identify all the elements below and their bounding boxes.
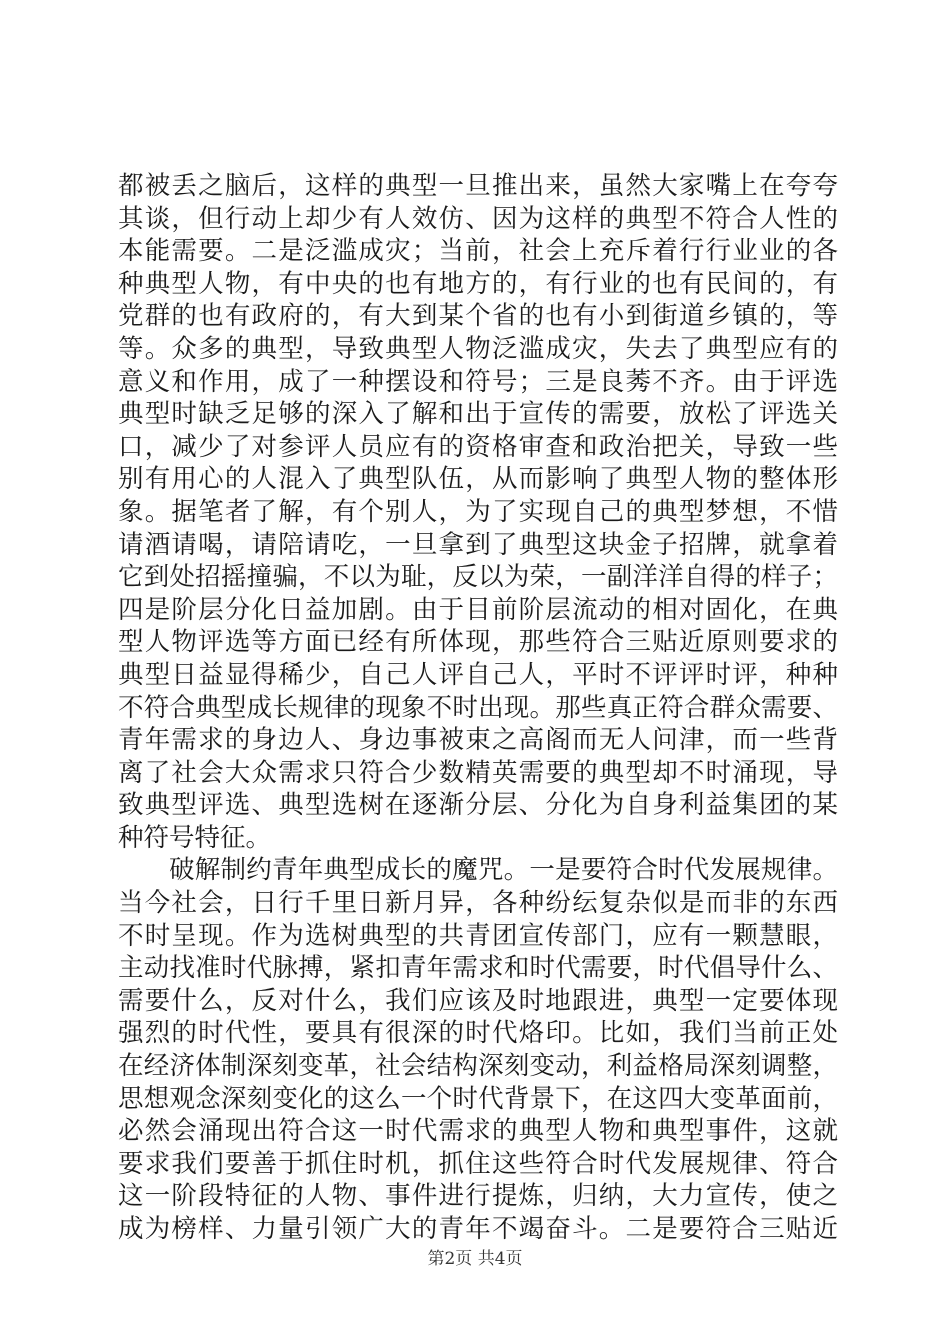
- text-line: 典型日益显得稀少，自己人评自己人，平时不评评时评，种种: [118, 659, 838, 690]
- text-line: 强烈的时代性，要具有很深的时代烙印。比如，我们当前正处: [118, 1018, 838, 1049]
- paragraph-start-line: 破解制约青年典型成长的魔咒。一是要符合时代发展规律。: [169, 855, 838, 886]
- text-line: 不时呈现。作为选树典型的共青团宣传部门，应有一颗慧眼，: [118, 920, 838, 951]
- text-line: 不符合典型成长规律的现象不时出现。那些真正符合群众需要、: [118, 692, 838, 723]
- text-line: 这一阶段特征的人物、事件进行提炼，归纳，大力宣传，使之: [118, 1181, 838, 1212]
- text-line: 要求我们要善于抓住时机，抓住这些符合时代发展规律、符合: [118, 1148, 838, 1179]
- text-line: 离了社会大众需求只符合少数精英需要的典型却不时涌现，导: [118, 757, 838, 788]
- text-line: 在经济体制深刻变革，社会结构深刻变动，利益格局深刻调整，: [118, 1051, 838, 1082]
- text-line: 请酒请喝，请陪请吃，一旦拿到了典型这块金子招牌，就拿着: [118, 529, 838, 560]
- page-footer: [0, 1244, 950, 1269]
- text-line: 四是阶层分化日益加剧。由于目前阶层流动的相对固化，在典: [118, 594, 838, 625]
- text-line: 别有用心的人混入了典型队伍，从而影响了典型人物的整体形: [118, 464, 838, 495]
- text-line: 思想观念深刻变化的这么一个时代背景下，在这四大变革面前，: [118, 1083, 838, 1114]
- text-line: 种典型人物，有中央的也有地方的，有行业的也有民间的，有: [118, 268, 838, 299]
- document-body: [118, 170, 838, 1246]
- text-line: 主动找准时代脉搏，紧扣青年需求和时代需要，时代倡导什么、: [118, 953, 838, 984]
- text-line: 它到处招摇撞骗，不以为耻，反以为荣，一副洋洋自得的样子；: [118, 562, 838, 593]
- text-line: 致典型评选、典型选树在逐渐分层、分化为自身利益集团的某: [118, 790, 838, 821]
- text-line: 本能需要。二是泛滥成灾；当前，社会上充斥着行行业业的各: [118, 236, 838, 267]
- page-number: 第2页 共4页: [427, 1249, 523, 1269]
- text-line: 都被丢之脑后，这样的典型一旦推出来，虽然大家嘴上在夸夸: [118, 171, 838, 201]
- text-line: 成为榜样、力量引领广大的青年不竭奋斗。二是要符合三贴近: [118, 1214, 838, 1244]
- text-line: 当今社会，日行千里日新月异，各种纷纭复杂似是而非的东西: [118, 888, 838, 919]
- text-line: 象。据笔者了解，有个别人，为了实现自己的典型梦想，不惜: [118, 496, 838, 527]
- text-line: 需要什么，反对什么，我们应该及时地跟进，典型一定要体现: [118, 985, 838, 1016]
- text-line: 党群的也有政府的，有大到某个省的也有小到街道乡镇的，等: [118, 301, 838, 332]
- text-line: 等。众多的典型，导致典型人物泛滥成灾，失去了典型应有的: [118, 333, 838, 364]
- text-line: 青年需求的身边人、身边事被束之高阁而无人问津，而一些背: [118, 725, 838, 756]
- text-line: 型人物评选等方面已经有所体现，那些符合三贴近原则要求的: [118, 627, 838, 658]
- text-line: 口，减少了对参评人员应有的资格审查和政治把关，导致一些: [118, 431, 838, 462]
- text-line: 必然会涌现出符合这一时代需求的典型人物和典型事件，这就: [118, 1116, 838, 1147]
- text-line: 典型时缺乏足够的深入了解和出于宣传的需要，放松了评选关: [118, 399, 838, 430]
- text-line: 意义和作用，成了一种摆设和符号；三是良莠不齐。由于评选: [118, 366, 838, 397]
- paragraph-end-line: 种符号特征。: [118, 822, 272, 853]
- text-line: 其谈，但行动上却少有人效仿、因为这样的典型不符合人性的: [118, 203, 838, 234]
